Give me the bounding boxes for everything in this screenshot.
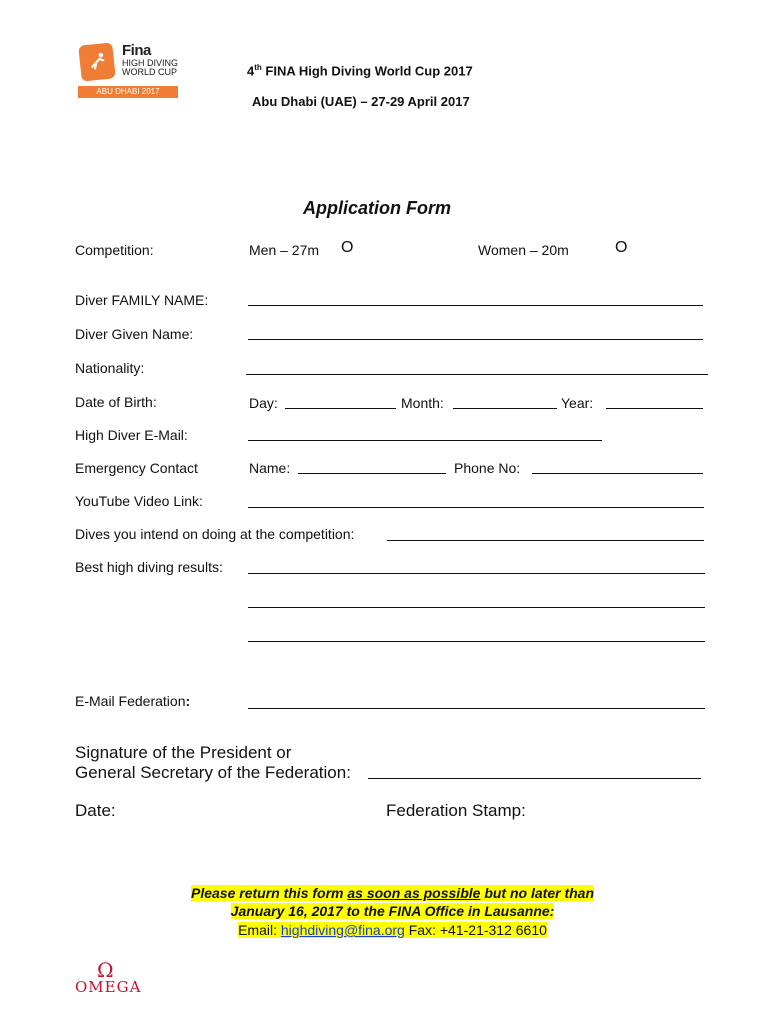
signature-label-line1: Signature of the President or bbox=[75, 743, 292, 762]
emergency-name-field[interactable] bbox=[298, 473, 446, 474]
nationality-field[interactable] bbox=[246, 374, 708, 375]
event-title: 4th FINA High Diving World Cup 2017 bbox=[247, 63, 473, 79]
youtube-field[interactable] bbox=[248, 507, 704, 508]
date-label: Date: bbox=[75, 801, 116, 820]
omega-logo-icon: Ω bbox=[97, 958, 114, 982]
omega-wordmark: OMEGA bbox=[75, 978, 142, 996]
emergency-phone-field[interactable] bbox=[532, 473, 703, 474]
diver-email-label: High Diver E-Mail: bbox=[75, 427, 188, 443]
dob-month-label: Month: bbox=[401, 395, 444, 411]
youtube-label: YouTube Video Link: bbox=[75, 493, 203, 509]
dives-label: Dives you intend on doing at the competition: bbox=[75, 526, 355, 542]
return-notice-line2: January 16, 2017 to the FINA Office in Lausanne: bbox=[230, 903, 555, 919]
stamp-label: Federation Stamp: bbox=[386, 801, 526, 820]
family-name-label: Diver FAMILY NAME: bbox=[75, 292, 209, 308]
given-name-field[interactable] bbox=[248, 339, 703, 340]
return-notice-line1: Please return this form as soon as possible but no later than bbox=[190, 885, 594, 901]
diver-logo-icon bbox=[78, 42, 116, 81]
women-option-label: Women – 20m bbox=[478, 242, 569, 258]
federation-email-label: E-Mail Federation: bbox=[75, 693, 191, 709]
logo-band: ABU DHABI 2017 bbox=[78, 86, 178, 98]
women-radio[interactable]: O bbox=[615, 239, 628, 256]
contact-line: Email: highdiving@fina.org Fax: +41-21-312 6610 bbox=[238, 922, 547, 938]
results-field-2[interactable] bbox=[248, 607, 705, 608]
emergency-name-label: Name: bbox=[249, 460, 291, 476]
dob-day-label: Day: bbox=[249, 395, 278, 411]
fina-logo bbox=[78, 44, 178, 98]
men-option-label: Men – 27m bbox=[249, 242, 320, 258]
logo-event-text: HIGH DIVING WORLD CUP bbox=[122, 58, 179, 77]
dob-year-field[interactable] bbox=[606, 408, 703, 409]
dob-year-label: Year: bbox=[561, 395, 594, 411]
signature-field[interactable] bbox=[368, 778, 701, 779]
emergency-phone-label: Phone No: bbox=[454, 460, 521, 476]
given-name-label: Diver Given Name: bbox=[75, 326, 194, 342]
dob-label: Date of Birth: bbox=[75, 394, 157, 410]
results-label: Best high diving results: bbox=[75, 559, 223, 575]
results-field-3[interactable] bbox=[248, 641, 705, 642]
event-subtitle: Abu Dhabi (UAE) – 27-29 April 2017 bbox=[252, 94, 470, 109]
family-name-field[interactable] bbox=[248, 305, 703, 306]
dives-field[interactable] bbox=[387, 540, 704, 541]
form-title: Application Form bbox=[303, 198, 451, 218]
nationality-label: Nationality: bbox=[75, 360, 145, 376]
men-radio[interactable]: O bbox=[341, 239, 354, 256]
signature-label-line2: General Secretary of the Federation: bbox=[75, 763, 351, 782]
competition-label: Competition: bbox=[75, 242, 154, 258]
federation-email-field[interactable] bbox=[248, 708, 705, 709]
emergency-contact-label: Emergency Contact bbox=[75, 460, 198, 476]
logo-fina-text: Fina bbox=[122, 42, 151, 59]
diver-email-field[interactable] bbox=[248, 440, 602, 441]
dob-month-field[interactable] bbox=[453, 408, 557, 409]
results-field-1[interactable] bbox=[248, 573, 705, 574]
dob-day-field[interactable] bbox=[285, 408, 396, 409]
email-link[interactable]: highdiving@fina.org bbox=[280, 922, 405, 938]
